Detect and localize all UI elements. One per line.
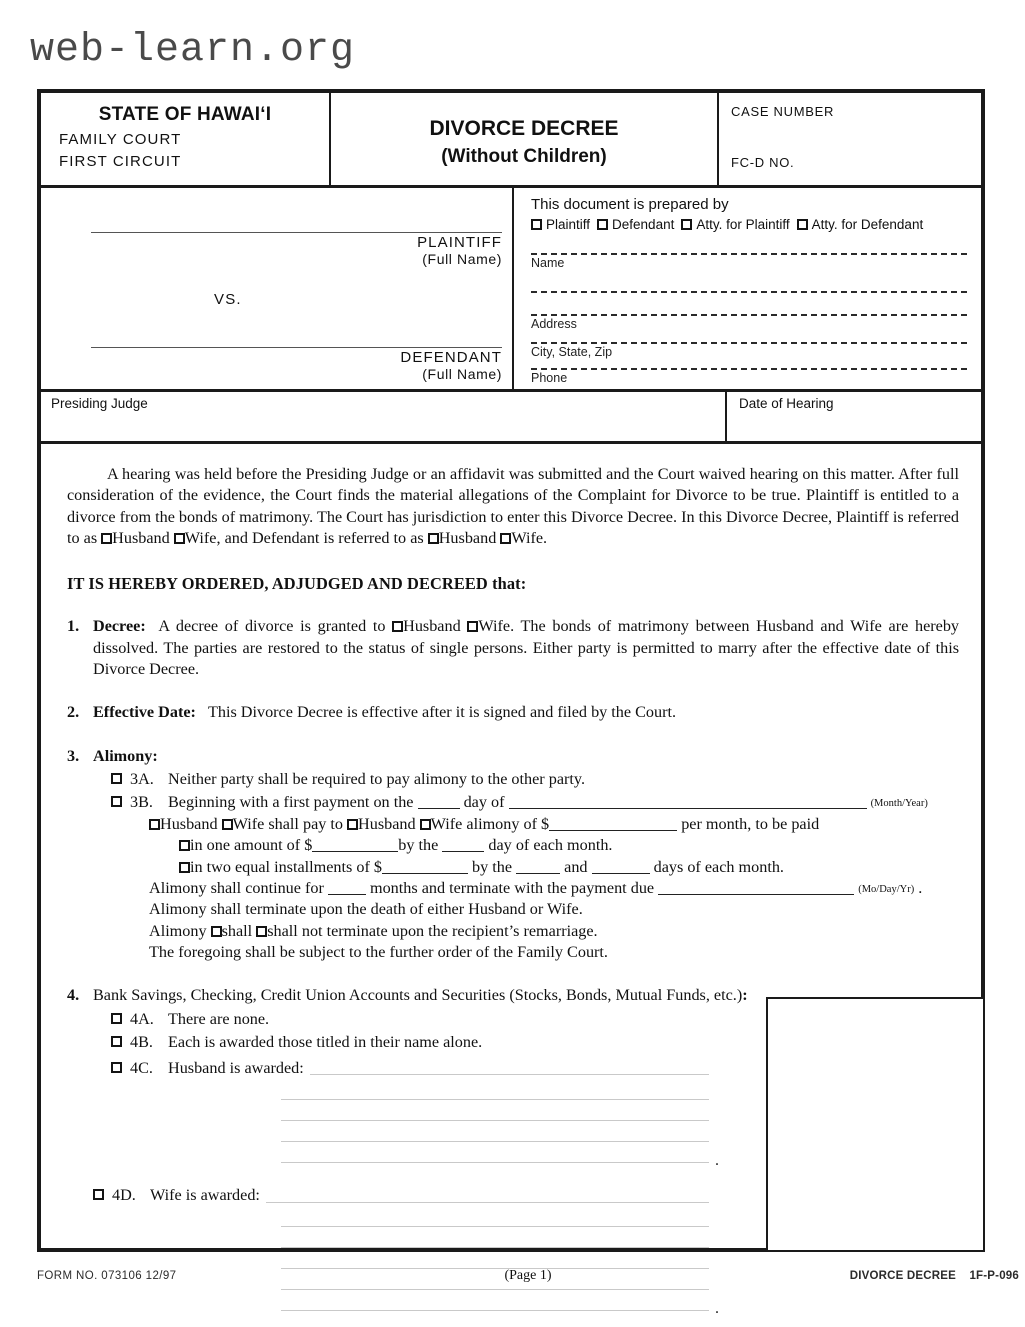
checkbox-icon[interactable] <box>428 533 439 544</box>
option-4d-text: Wife is awarded: <box>150 1185 260 1204</box>
item-content <box>93 616 959 680</box>
state-name: STATE OF HAWAI‘I <box>98 104 272 125</box>
parties-row <box>41 188 981 392</box>
checkbox-icon[interactable] <box>111 773 122 784</box>
month-year-note: (Month/Year) <box>870 798 928 810</box>
item2-text: This Divorce Decree is effective after it is signed and filed by the Court. <box>207 703 677 722</box>
payer-husband-label: Husband <box>160 814 218 833</box>
option-4b-text: Each is awarded those titled in their name alone. <box>168 1033 483 1052</box>
item-number: 4. <box>67 986 80 1005</box>
wife-award-line-1[interactable] <box>281 1225 709 1227</box>
two-inst-text-1: in two equal installments of $ <box>190 857 382 876</box>
plaintiff-caption <box>417 234 502 267</box>
option-3b-text-part2: day of <box>463 793 505 812</box>
checkbox-icon[interactable] <box>179 840 190 851</box>
form-header-row <box>41 93 981 188</box>
item-number: 3. <box>67 746 80 765</box>
form-number: FORM NO. 073106 12/97 <box>37 1270 177 1282</box>
checkbox-icon[interactable] <box>111 796 122 807</box>
checkbox-icon[interactable] <box>211 926 222 937</box>
prepared-by-option-defendant[interactable] <box>597 217 674 232</box>
case-number-label: CASE NUMBER <box>731 104 835 119</box>
checkbox-icon[interactable] <box>222 819 233 830</box>
presiding-judge-label: Presiding Judge <box>51 396 148 411</box>
item1-wife-label: Wife. The bonds of matrimony between Husband and Wife are hereby dissolved. The parties are restored to the status of single persons. Either party is permitted to marry after the effective date of this Divorce Decree. <box>93 617 960 678</box>
item-number: 1. <box>67 617 80 636</box>
judge-hearing-row <box>41 392 981 444</box>
option-4c-entry-line[interactable] <box>310 1073 709 1075</box>
court-identification-cell <box>41 93 331 185</box>
court-circuit: FIRST CIRCUIT <box>59 153 182 170</box>
plaintiff-name-line[interactable] <box>91 231 502 233</box>
document-subtitle: (Without Children) <box>441 146 607 167</box>
duration-period: . <box>918 878 923 897</box>
prepared-by-option-label: Plaintiff <box>546 217 591 232</box>
page-footer <box>37 1268 1019 1284</box>
one-amount-line <box>179 835 959 856</box>
prepared-by-option-plaintiff[interactable] <box>531 217 590 232</box>
prepared-by-option-label: Atty. for Plaintiff <box>696 217 790 232</box>
alimony-remarriage-line <box>149 921 959 942</box>
checkbox-icon[interactable] <box>420 819 431 830</box>
date-of-hearing-cell[interactable] <box>727 392 981 441</box>
name-field-label: Name <box>531 256 565 270</box>
remarriage-shall-label: shall <box>221 921 253 940</box>
wife-award-line-4[interactable] <box>281 1288 709 1290</box>
blank-overlay-box <box>766 997 985 1252</box>
duration-text-1: Alimony shall continue for <box>149 878 324 897</box>
checkbox-icon[interactable] <box>347 819 358 830</box>
one-amount-text-1: in one amount of $ <box>190 836 313 855</box>
husband-award-line-2[interactable] <box>281 1119 709 1121</box>
payment-tail-text: per month, to be paid <box>681 814 820 833</box>
duration-date-note: (Mo/Day/Yr) <box>858 883 915 895</box>
phone-entry-line[interactable] <box>531 367 967 370</box>
checkbox-icon[interactable] <box>531 219 542 230</box>
intro-wife-label: Wife, and Defendant is referred to as <box>184 529 424 548</box>
document-name: DIVORCE DECREE <box>849 1270 957 1282</box>
two-installments-line <box>179 857 959 878</box>
option-4a-label: 4A. <box>130 1009 154 1028</box>
prepared-by-heading: This document is prepared by <box>531 196 729 213</box>
item2-title: Effective Date: <box>93 703 196 722</box>
one-amount-text-3: day of each month. <box>488 836 613 855</box>
case-number-cell <box>719 93 981 185</box>
defendant-label: DEFENDANT <box>400 349 502 366</box>
prepared-by-option-atty-defendant[interactable] <box>797 217 924 232</box>
two-inst-day1-blank[interactable] <box>516 873 560 874</box>
item-content <box>93 746 959 964</box>
plaintiff-label: PLAINTIFF <box>417 234 502 251</box>
option-4b-label: 4B. <box>130 1033 153 1052</box>
wife-award-line-2[interactable] <box>281 1246 709 1248</box>
city-field-label: City, State, Zip <box>531 345 613 359</box>
two-inst-day2-blank[interactable] <box>592 873 650 874</box>
option-3b-text-part1: Beginning with a first payment on the <box>168 793 414 812</box>
checkbox-icon[interactable] <box>149 819 160 830</box>
document-title-cell <box>331 93 719 185</box>
defendant-name-line[interactable] <box>91 346 502 348</box>
city-entry-line[interactable] <box>531 341 967 344</box>
payer-wife-label: Wife shall pay to <box>232 814 343 833</box>
option-4d-label: 4D. <box>112 1185 136 1204</box>
party-caption-cell <box>41 188 514 389</box>
two-inst-text-4: days of each month. <box>653 857 784 876</box>
item-number: 2. <box>67 703 80 722</box>
item1-text-a: A decree of divorce is granted to <box>158 617 386 636</box>
two-inst-amount-blank[interactable] <box>382 873 468 874</box>
one-amount-text-2: by the <box>398 836 439 855</box>
intro-wife2-label: Wife. <box>511 529 548 548</box>
decree-item-1 <box>67 616 959 680</box>
decree-item-2 <box>67 702 959 723</box>
option-3b-label: 3B. <box>130 793 153 812</box>
month-year-blank[interactable] <box>509 808 867 809</box>
checkbox-icon[interactable] <box>597 219 608 230</box>
option-3a-text: Neither party shall be required to pay alimony to the other party. <box>168 770 585 789</box>
alimony-death-line: Alimony shall terminate upon the death of either Husband or Wife. <box>149 900 583 919</box>
option-4c-label: 4C. <box>130 1058 153 1077</box>
checkbox-icon[interactable] <box>681 219 692 230</box>
intro-text: A hearing was held before the Presiding Judge or an affidavit was submitted and the Court waived hearing on this matter. After full consideration of the evidence, the Court finds the material allegations of the Complaint for Divorce to be true. Plaintiff is entitled to a divorce from the bonds of matrimony. The Court has jurisdiction to enter this Divorce Decree. In this Divorce Decree, Plaintiff is referred to as <box>67 465 959 548</box>
site-watermark: web-learn.org <box>30 28 356 73</box>
name-entry-line[interactable] <box>531 252 967 255</box>
ordered-heading: IT IS HEREBY ORDERED, ADJUDGED AND DECREED that: <box>67 573 527 593</box>
document-identifier <box>719 1270 1019 1282</box>
day-blank[interactable] <box>418 808 460 809</box>
plaintiff-sublabel: (Full Name) <box>422 251 502 267</box>
two-inst-text-3: and <box>564 857 588 876</box>
item-content <box>93 702 959 723</box>
payee-husband-label: Husband <box>358 814 416 833</box>
checkbox-icon[interactable] <box>392 621 403 632</box>
option-3a[interactable] <box>111 769 959 790</box>
intro-husband2-label: Husband <box>438 529 497 548</box>
checkbox-icon[interactable] <box>111 1062 122 1073</box>
divorce-decree-form <box>37 89 985 1252</box>
versus-label: VS. <box>214 291 242 308</box>
intro-husband-label: Husband <box>112 529 170 548</box>
phone-field-label: Phone <box>531 371 568 385</box>
address-field-label: Address <box>531 317 577 331</box>
option-4a-text: There are none. <box>168 1009 270 1028</box>
duration-months-blank[interactable] <box>328 894 366 895</box>
husband-award-line-4[interactable] <box>281 1161 709 1163</box>
checkbox-icon[interactable] <box>93 1189 104 1200</box>
payee-wife-label: Wife alimony of $ <box>430 814 550 833</box>
wife-award-line-5[interactable] <box>281 1309 709 1311</box>
remarriage-text-1: Alimony <box>149 921 207 940</box>
duration-text-2: months and terminate with the payment due <box>369 878 655 897</box>
checkbox-icon[interactable] <box>101 533 112 544</box>
alimony-duration-line <box>149 878 959 899</box>
address-entry-line-1[interactable] <box>531 290 967 293</box>
one-amount-blank[interactable] <box>312 851 398 852</box>
defendant-caption <box>400 349 502 382</box>
checkbox-icon[interactable] <box>467 621 478 632</box>
document-code: 1F-P-096 <box>969 1270 1019 1282</box>
prepared-by-option-label: Defendant <box>612 217 675 232</box>
alimony-amount-blank[interactable] <box>549 830 677 831</box>
item4-title-colon: : <box>742 986 748 1005</box>
document-title: DIVORCE DECREE <box>429 117 619 140</box>
item4-title: Bank Savings, Checking, Credit Union Accounts and Securities (Stocks, Bonds, Mutual Funds, etc.) <box>93 986 743 1005</box>
alimony-payment-line <box>149 814 959 835</box>
option-3a-label: 3A. <box>130 770 154 789</box>
alimony-foregoing-line: The foregoing shall be subject to the further order of the Family Court. <box>149 943 608 962</box>
prepared-by-cell <box>514 188 981 389</box>
checkbox-icon[interactable] <box>179 862 190 873</box>
husband-award-line-3[interactable] <box>281 1140 709 1142</box>
option-4d-entry-line[interactable] <box>266 1201 709 1203</box>
husband-award-line-1[interactable] <box>281 1098 709 1100</box>
checkbox-icon[interactable] <box>256 926 267 937</box>
address-entry-line-2[interactable] <box>531 313 967 316</box>
defendant-sublabel: (Full Name) <box>422 366 502 382</box>
item1-husband-label: Husband <box>403 617 461 636</box>
court-name: FAMILY COURT <box>59 131 182 148</box>
prepared-by-option-atty-plaintiff[interactable] <box>681 217 789 232</box>
prepared-by-option-label: Atty. for Defendant <box>811 217 924 232</box>
option-3b-text <box>168 792 959 813</box>
presiding-judge-cell[interactable] <box>41 392 727 441</box>
intro-paragraph <box>67 464 959 550</box>
checkbox-icon[interactable] <box>174 533 185 544</box>
item3-title: Alimony: <box>93 746 158 765</box>
checkbox-icon[interactable] <box>500 533 511 544</box>
fcd-number-label: FC-D NO. <box>731 155 795 170</box>
remarriage-shallnot-label: shall not terminate upon the recipient’s remarriage. <box>267 921 598 940</box>
checkbox-icon[interactable] <box>797 219 808 230</box>
one-amount-day-blank[interactable] <box>442 851 484 852</box>
option-4c-text: Husband is awarded: <box>168 1058 304 1077</box>
checkbox-icon[interactable] <box>111 1036 122 1047</box>
two-inst-text-2: by the <box>472 857 513 876</box>
prepared-by-options <box>531 217 967 232</box>
checkbox-icon[interactable] <box>111 1013 122 1024</box>
duration-date-blank[interactable] <box>658 894 854 895</box>
option-3b[interactable] <box>111 792 959 813</box>
date-of-hearing-label: Date of Hearing <box>739 396 834 411</box>
item1-title: Decree: <box>93 617 146 636</box>
decree-item-3 <box>67 746 959 964</box>
page-number: (Page 1) <box>504 1268 552 1283</box>
